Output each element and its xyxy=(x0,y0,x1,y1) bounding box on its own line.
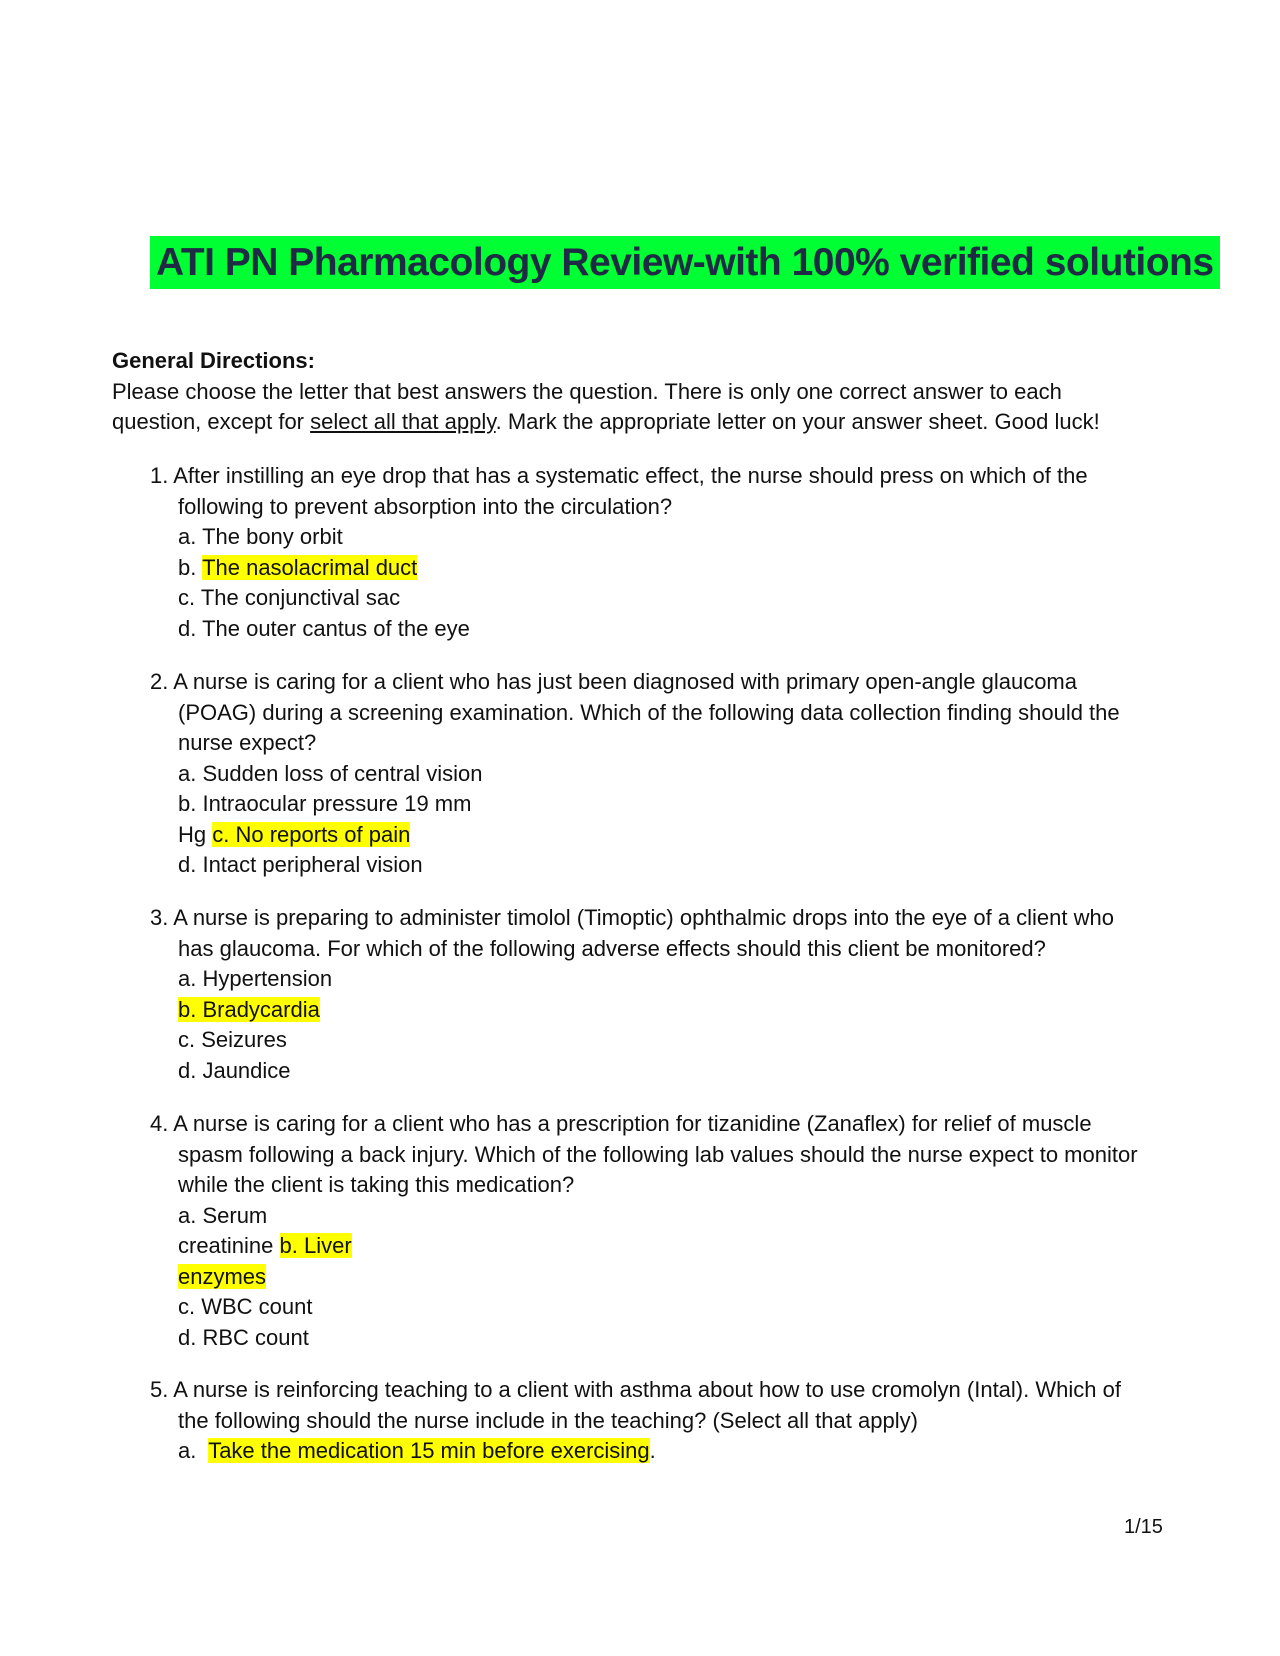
question-5-highlighted-answer: Take the medication 15 min before exercising xyxy=(208,1438,650,1463)
directions-line-2-end: . Mark the appropriate letter on your answer sheet. Good luck! xyxy=(495,409,1100,434)
question-2-stem: 2. A nurse is caring for a client who has just been diagnosed with primary open-angle glaucoma (POAG) during a screening examination. Which of the following data collection finding should the nurse expect? xyxy=(150,669,1120,755)
question-2-option-b: b. Intraocular pressure 19 mm xyxy=(178,791,472,816)
question-4 xyxy=(150,1109,1150,1353)
question-2-hg-text: Hg xyxy=(178,821,213,847)
question-4-option-c: c. WBC count xyxy=(178,1294,313,1319)
question-3-stem: 3. A nurse is preparing to administer timolol (Timoptic) ophthalmic drops into the eye of a client who has glaucoma. For which of the following adverse effects should this client be monitored? xyxy=(150,905,1114,961)
question-2-option-c-line xyxy=(150,820,1150,851)
directions-line-1: Please choose the letter that best answers the question. There is only one correct answer to each xyxy=(112,378,1062,404)
question-5-option-a-suffix: . xyxy=(649,1438,656,1463)
question-5 xyxy=(150,1375,1150,1467)
question-5-option-a-prefix: a. xyxy=(178,1438,209,1463)
question-3-highlighted-answer: b. Bradycardia xyxy=(178,996,320,1022)
question-1-option-c: c. The conjunctival sac xyxy=(178,585,401,610)
question-2 xyxy=(150,667,1150,881)
question-4-option-d: d. RBC count xyxy=(178,1324,309,1350)
question-3-option-b xyxy=(150,995,1150,1026)
question-5-option-a xyxy=(150,1436,1150,1467)
question-1-highlighted-answer: The nasolacrimal duct xyxy=(202,554,418,580)
question-4-option-a-line1: a. Serum xyxy=(178,1202,268,1228)
question-3-option-a: a. Hypertension xyxy=(178,966,333,991)
question-3-option-d: d. Jaundice xyxy=(178,1057,291,1083)
question-3-option-c: c. Seizures xyxy=(178,1027,287,1052)
question-1-stem: 1. After instilling an eye drop that has a systematic effect, the nurse should press on which of the following to prevent absorption into the circulation? xyxy=(150,463,1088,519)
question-5-stem: 5. A nurse is reinforcing teaching to a client with asthma about how to use cromolyn (Intal). Which of the following should the nurse include in the teaching? (Select all that apply) xyxy=(150,1377,1121,1433)
question-1-option-b xyxy=(150,553,1150,584)
select-all-that-apply-text: select all that apply xyxy=(310,409,496,434)
page-number: 1/15 xyxy=(1124,1516,1163,1538)
question-4-option-a-line2 xyxy=(150,1231,1150,1262)
directions-heading: General Directions: xyxy=(112,348,315,373)
directions-line-2 xyxy=(112,407,1192,438)
question-1-option-d: d. The outer cantus of the eye xyxy=(178,615,470,641)
question-3 xyxy=(150,903,1150,1086)
question-1 xyxy=(150,461,1150,644)
document-title: ATI PN Pharmacology Review-with 100% verified solutions xyxy=(150,236,1220,289)
directions-line-2-start: question, except for xyxy=(112,409,311,434)
question-4-creatinine-text: creatinine xyxy=(178,1233,280,1258)
question-4-highlighted-answer-part-2: enzymes xyxy=(178,1263,267,1289)
general-directions xyxy=(112,346,1192,438)
question-1-option-a: a. The bony orbit xyxy=(178,524,343,549)
question-4-stem: 4. A nurse is caring for a client who has a prescription for tizanidine (Zanaflex) for relief of muscle spasm following a back injury. Which of the following lab values should the nurse expect to monitor while the client is taking this medication? xyxy=(150,1111,1138,1197)
question-1-option-b-prefix: b. xyxy=(178,554,203,580)
question-2-option-a: a. Sudden loss of central vision xyxy=(178,760,483,786)
question-4-option-b-line2 xyxy=(150,1262,1150,1293)
question-2-highlighted-answer: c. No reports of pain xyxy=(212,821,411,847)
question-4-highlighted-answer-part-1: b. Liver xyxy=(279,1233,352,1258)
question-2-option-d: d. Intact peripheral vision xyxy=(178,852,423,877)
